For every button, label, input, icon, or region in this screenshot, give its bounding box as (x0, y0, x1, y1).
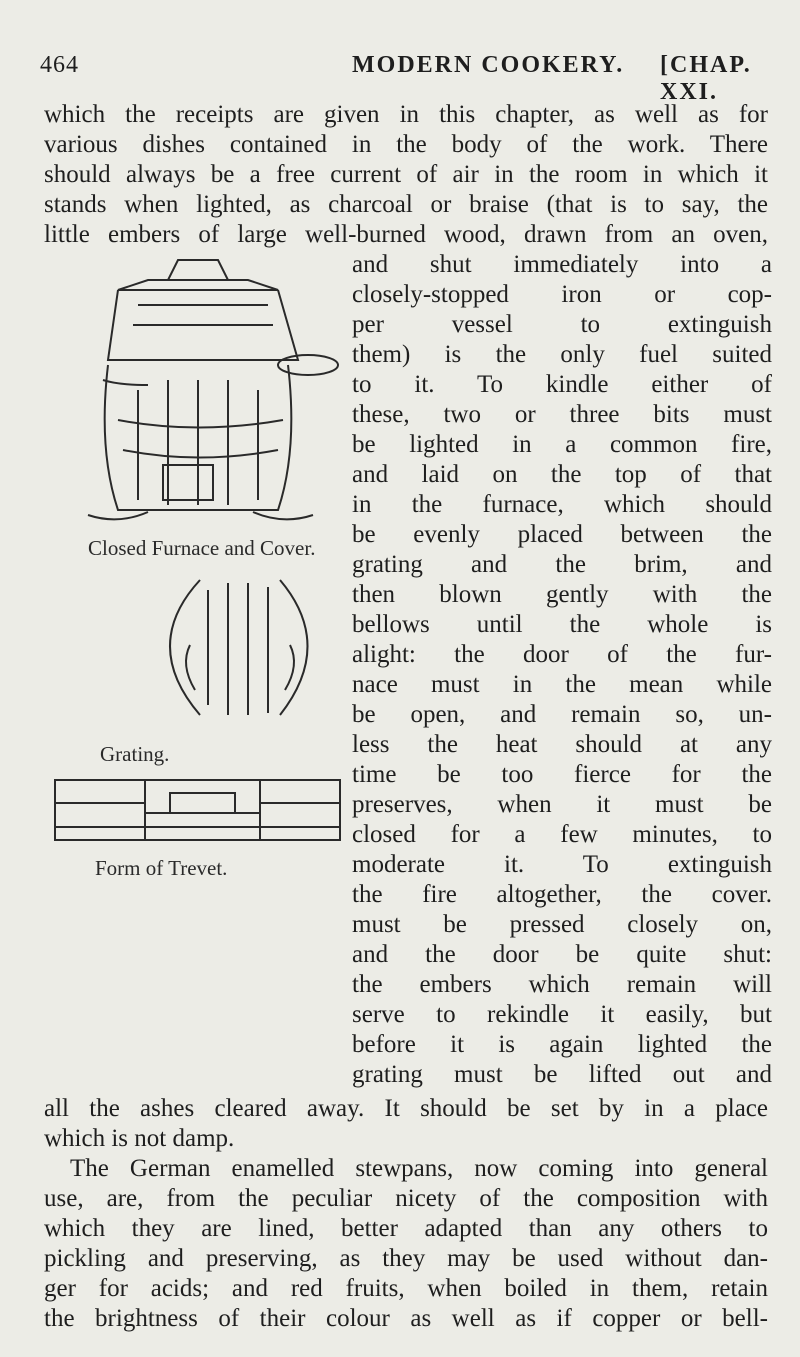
text-line: the embers which remain will (352, 971, 772, 998)
text-line: closely-stopped iron or cop- (352, 281, 772, 308)
opening-text (44, 100, 768, 250)
text-line: less the heat should at any (352, 731, 772, 758)
text-line: grating must be lifted out and (352, 1061, 772, 1088)
page-number: 464 (40, 52, 79, 78)
text-line: closed for a few minutes, to (352, 821, 772, 848)
text-line: alight: the door of the fur- (352, 641, 772, 668)
text-line: be evenly placed between the (352, 521, 772, 548)
text-line: preserves, when it must be (352, 791, 772, 818)
page-header (40, 52, 768, 105)
text-line: use, are, from the peculiar nicety of the composition with (44, 1185, 768, 1212)
text-line: them) is the only fuel suited (352, 341, 772, 368)
text-line: nace must in the mean while (352, 671, 772, 698)
text-line: stands when lighted, as charcoal or braise (that is to say, the (44, 191, 768, 218)
text-line: should always be a free current of air in the room in which it (44, 161, 768, 188)
text-line: serve to rekindle it easily, but (352, 1001, 772, 1028)
text-line: then blown gently with the (352, 581, 772, 608)
text-line: and laid on the top of that (352, 461, 772, 488)
text-line: must be pressed closely on, (352, 911, 772, 938)
text-line: time be too fierce for the (352, 761, 772, 788)
text-line: per vessel to extinguish (352, 311, 772, 338)
text-line: to it. To kindle either of (352, 371, 772, 398)
text-line: before it is again lighted the (352, 1031, 772, 1058)
text-line: the brightness of their colour as well as if copper or bell- (44, 1305, 768, 1332)
text-line: which the receipts are given in this chapter, as well as for (44, 101, 768, 128)
furnace-illustration (78, 250, 348, 540)
trevet-illustration (50, 775, 350, 855)
text-line: which is not damp. (44, 1125, 235, 1152)
closing-text (44, 1094, 768, 1154)
text-line: various dishes contained in the body of the work. There (44, 131, 768, 158)
text-line: all the ashes cleared away. It should be set by in a place (44, 1095, 768, 1122)
chapter-label: [CHAP. XXI. (660, 52, 752, 105)
text-line: be lighted in a common fire, (352, 431, 772, 458)
text-line: ger for acids; and red fruits, when boiled in them, retain (44, 1275, 768, 1302)
grating-illustration (150, 575, 325, 725)
text-line: bellows until the whole is (352, 611, 772, 638)
text-line: moderate it. To extinguish (352, 851, 772, 878)
text-line: pickling and preserving, as they may be used without dan- (44, 1245, 768, 1272)
text-line: and the door be quite shut: (352, 941, 772, 968)
furnace-caption: Closed Furnace and Cover. (88, 536, 316, 560)
text-line: and shut immediately into a (352, 251, 772, 278)
text-line: the fire altogether, the cover. (352, 881, 772, 908)
paragraph-stewpans (44, 1154, 768, 1334)
column-text (352, 250, 772, 1090)
text-line: these, two or three bits must (352, 401, 772, 428)
text-line: be open, and remain so, un- (352, 701, 772, 728)
trevet-caption: Form of Trevet. (95, 856, 228, 880)
running-title: MODERN COOKERY. (352, 52, 625, 78)
text-line: grating and the brim, and (352, 551, 772, 578)
text-line: little embers of large well-burned wood, drawn from an oven, (44, 221, 768, 248)
grating-caption: Grating. (100, 742, 170, 766)
text-line: The German enamelled stewpans, now coming into general (70, 1155, 768, 1182)
text-line: in the furnace, which should (352, 491, 772, 518)
text-line: which they are lined, better adapted than any others to (44, 1215, 768, 1242)
